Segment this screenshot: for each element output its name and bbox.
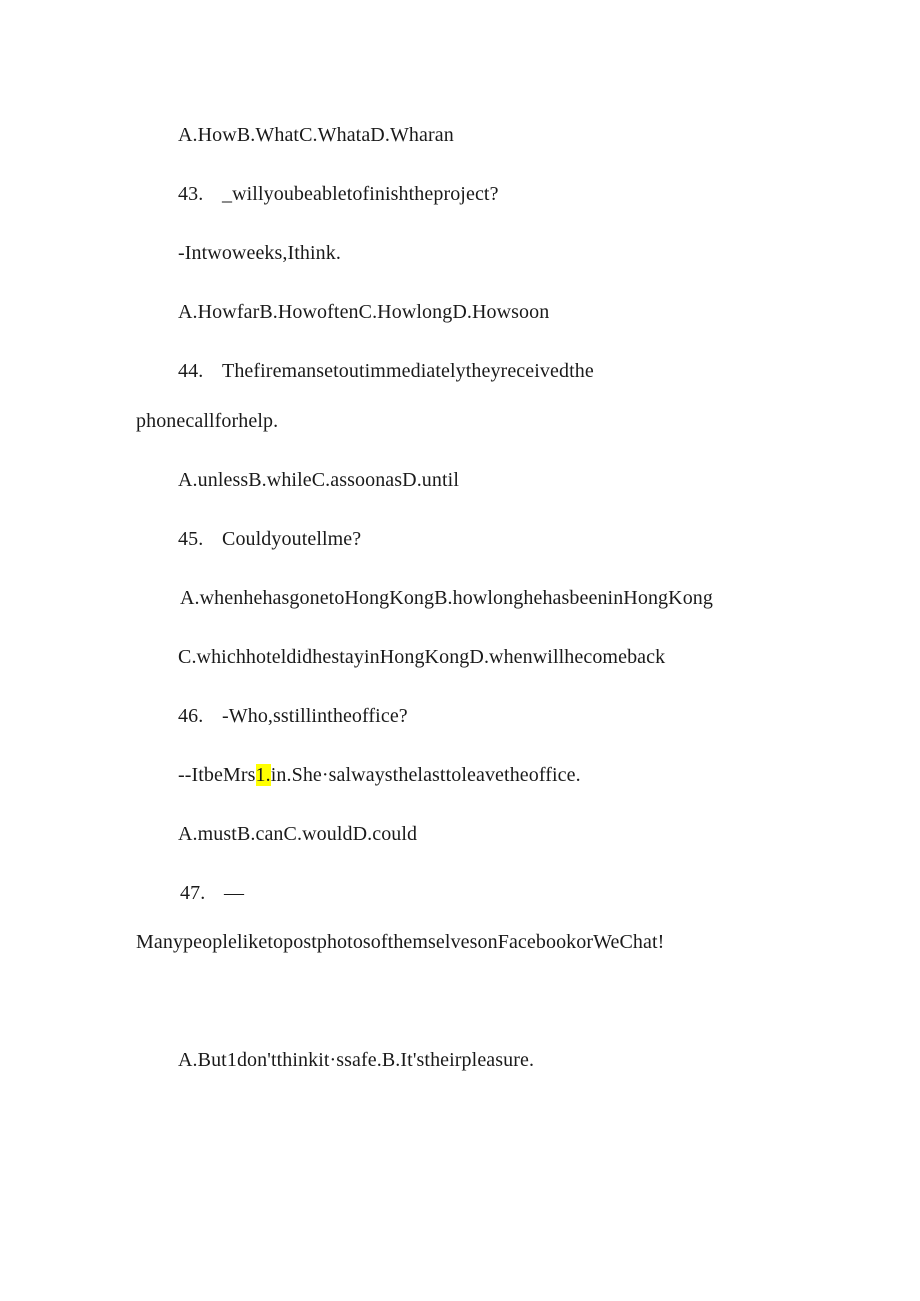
q45-options-cd: C.whichhoteldidhestayinHongKongD.whenwillhecomeback [178,646,666,668]
q44-options: A.unlessB.whileC.assoonasD.until [178,469,459,491]
q47-options: A.But1don'tthinkit·ssafe.B.It'stheirpleasure. [178,1049,535,1071]
q46-reply-start: --ItbeMrs [178,764,256,786]
q47-number: 47. [180,882,206,904]
q42-options: A.HowB.WhatC.WhataD.Wharan [178,124,454,146]
q46-reply [178,763,581,787]
q46-stem: -Who,sstillintheoffice? [222,705,408,727]
q47-number-line [180,881,244,905]
q43-number: 43. [178,183,204,205]
q46-reply-end: in.She·salwaysthelasttoleavetheoffice. [270,764,581,786]
q44-stem-continued: phonecallforhelp. [136,410,279,432]
q46-stem-line [178,704,408,728]
highlight-mark: 1. [255,764,271,786]
q43-stem-line [178,182,499,206]
q46-options: A.mustB.canC.wouldD.could [178,823,418,845]
q47-stem: ManypeopleliketopostphotosofthemselvesonFacebookorWeChat! [136,931,665,953]
q44-number: 44. [178,360,204,382]
q46-number: 46. [178,705,204,727]
q47-dash: — [224,882,245,904]
q45-options-ab: A.whenhehasgonetoHongKongB.howlonghehasbeeninHongKong [180,587,713,609]
q44-stem-line [178,359,594,383]
q43-stem: _willyoubeabletofinishtheproject? [222,183,499,205]
q43-reply: -Intwoweeks,Ithink. [178,242,341,264]
q45-stem: Couldyoutellme? [222,528,362,550]
q45-stem-line [178,527,361,551]
q43-options: A.HowfarB.HowoftenC.HowlongD.Howsoon [178,301,550,323]
q44-stem: Thefiremansetoutimmediatelytheyreceivedthe [222,360,594,382]
q45-number: 45. [178,528,204,550]
